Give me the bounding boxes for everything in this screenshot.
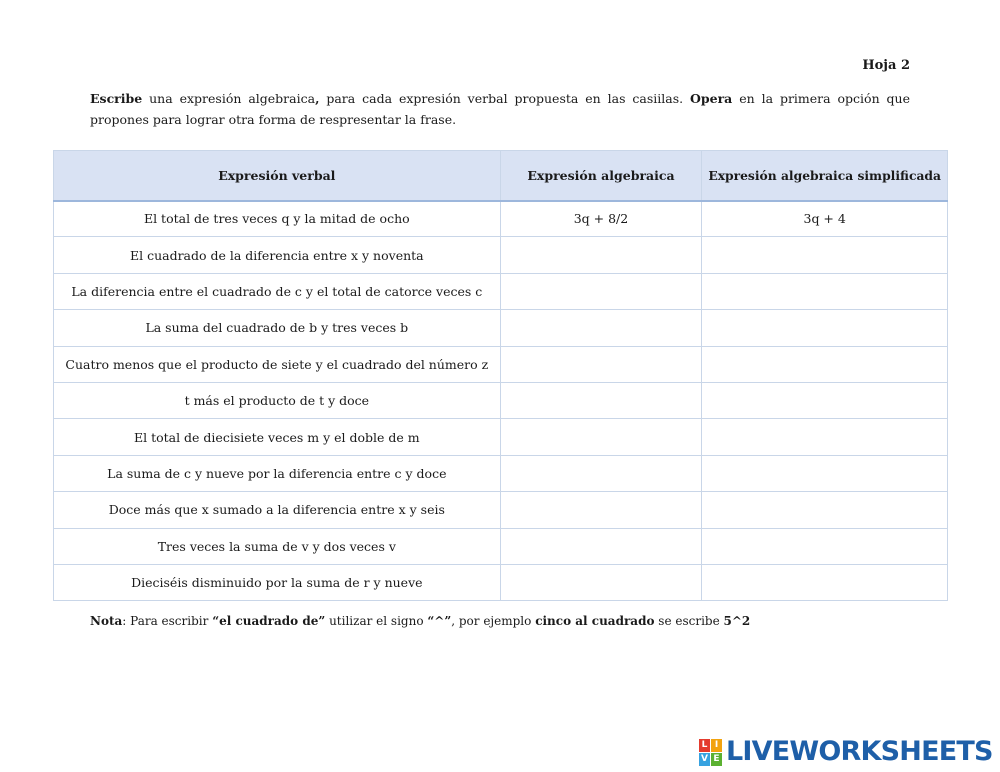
table-row bbox=[54, 492, 948, 528]
simplified-expression-cell[interactable] bbox=[702, 237, 948, 273]
note-text-2: utilizar el signo bbox=[325, 614, 428, 628]
algebraic-expression-cell[interactable] bbox=[500, 492, 702, 528]
instruction-verb-write: Escribe bbox=[90, 91, 143, 106]
simplified-expression-cell[interactable] bbox=[702, 455, 948, 491]
algebraic-expression-cell[interactable] bbox=[500, 564, 702, 600]
table-row bbox=[54, 528, 948, 564]
algebraic-expression-cell[interactable] bbox=[500, 273, 702, 309]
verbal-expression-cell: El cuadrado de la diferencia entre x y noventa bbox=[54, 237, 501, 273]
table-row bbox=[54, 346, 948, 382]
note-text-3: , por ejemplo bbox=[451, 614, 536, 628]
simplified-expression-cell[interactable] bbox=[702, 492, 948, 528]
note-text-1: : Para escribir bbox=[122, 614, 213, 628]
exercise-table bbox=[53, 150, 948, 601]
instruction-text-2: para cada expresión verbal propuesta en las casiilas. bbox=[319, 91, 691, 106]
note bbox=[90, 612, 750, 630]
algebraic-expression-cell[interactable] bbox=[500, 310, 702, 346]
table-header-row bbox=[54, 151, 948, 201]
verbal-expression-cell: Dieciséis disminuido por la suma de r y nueve bbox=[54, 564, 501, 600]
logo-text: LIVEWORKSHEETS bbox=[726, 736, 993, 767]
simplified-expression-cell[interactable] bbox=[702, 346, 948, 382]
simplified-expression-cell[interactable] bbox=[702, 528, 948, 564]
algebraic-expression-cell[interactable]: 3q + 8/2 bbox=[500, 201, 702, 237]
algebraic-expression-cell[interactable] bbox=[500, 237, 702, 273]
verbal-expression-cell: El total de tres veces q y la mitad de ocho bbox=[54, 201, 501, 237]
simplified-expression-cell[interactable] bbox=[702, 273, 948, 309]
simplified-expression-cell[interactable] bbox=[702, 382, 948, 418]
algebraic-expression-cell[interactable] bbox=[500, 528, 702, 564]
simplified-expression-cell[interactable] bbox=[702, 564, 948, 600]
verbal-expression-cell: La suma de c y nueve por la diferencia entre c y doce bbox=[54, 455, 501, 491]
simplified-expression-cell[interactable] bbox=[702, 419, 948, 455]
sheet-label: Hoja 2 bbox=[862, 58, 910, 73]
instruction-text-3: en la primera opción que propones para lograr otra forma de respresentar la frase. bbox=[90, 91, 910, 127]
logo-blocks-icon bbox=[699, 739, 722, 766]
simplified-expression-cell[interactable]: 3q + 4 bbox=[702, 201, 948, 237]
table-row bbox=[54, 382, 948, 418]
verbal-expression-cell: t más el producto de t y doce bbox=[54, 382, 501, 418]
liveworksheets-logo[interactable] bbox=[699, 738, 993, 766]
note-result: 5^2 bbox=[723, 614, 751, 628]
logo-block-v: V bbox=[699, 753, 710, 766]
logo-block-e: E bbox=[711, 753, 722, 766]
instruction-text-1: una expresión algebraica bbox=[142, 91, 316, 106]
verbal-expression-cell: Doce más que x sumado a la diferencia entre x y seis bbox=[54, 492, 501, 528]
instructions bbox=[90, 88, 910, 130]
instruction-comma: , bbox=[315, 91, 320, 106]
verbal-expression-cell: Tres veces la suma de v y dos veces v bbox=[54, 528, 501, 564]
header-verbal-expression: Expresión verbal bbox=[54, 151, 501, 201]
logo-block-i: I bbox=[711, 739, 722, 752]
note-quote-caret: “^” bbox=[427, 614, 452, 628]
verbal-expression-cell: La diferencia entre el cuadrado de c y el total de catorce veces c bbox=[54, 273, 501, 309]
note-label: Nota bbox=[90, 614, 123, 628]
note-example: cinco al cuadrado bbox=[535, 614, 655, 628]
table-row bbox=[54, 273, 948, 309]
algebraic-expression-cell[interactable] bbox=[500, 419, 702, 455]
table-row bbox=[54, 201, 948, 237]
table-row bbox=[54, 419, 948, 455]
algebraic-expression-cell[interactable] bbox=[500, 455, 702, 491]
header-simplified-expression: Expresión algebraica simplificada bbox=[702, 151, 948, 201]
table-row bbox=[54, 564, 948, 600]
verbal-expression-cell: La suma del cuadrado de b y tres veces b bbox=[54, 310, 501, 346]
algebraic-expression-cell[interactable] bbox=[500, 382, 702, 418]
note-quote-square: “el cuadrado de” bbox=[212, 614, 326, 628]
simplified-expression-cell[interactable] bbox=[702, 310, 948, 346]
verbal-expression-cell: El total de diecisiete veces m y el doble de m bbox=[54, 419, 501, 455]
table-row bbox=[54, 310, 948, 346]
header-algebraic-expression: Expresión algebraica bbox=[500, 151, 702, 201]
table-body bbox=[54, 201, 948, 601]
verbal-expression-cell: Cuatro menos que el producto de siete y el cuadrado del número z bbox=[54, 346, 501, 382]
algebraic-expression-cell[interactable] bbox=[500, 346, 702, 382]
table-row bbox=[54, 455, 948, 491]
note-text-4: se escribe bbox=[654, 614, 724, 628]
logo-block-l: L bbox=[699, 739, 710, 752]
instruction-verb-operate: Opera bbox=[690, 91, 733, 106]
table-row bbox=[54, 237, 948, 273]
